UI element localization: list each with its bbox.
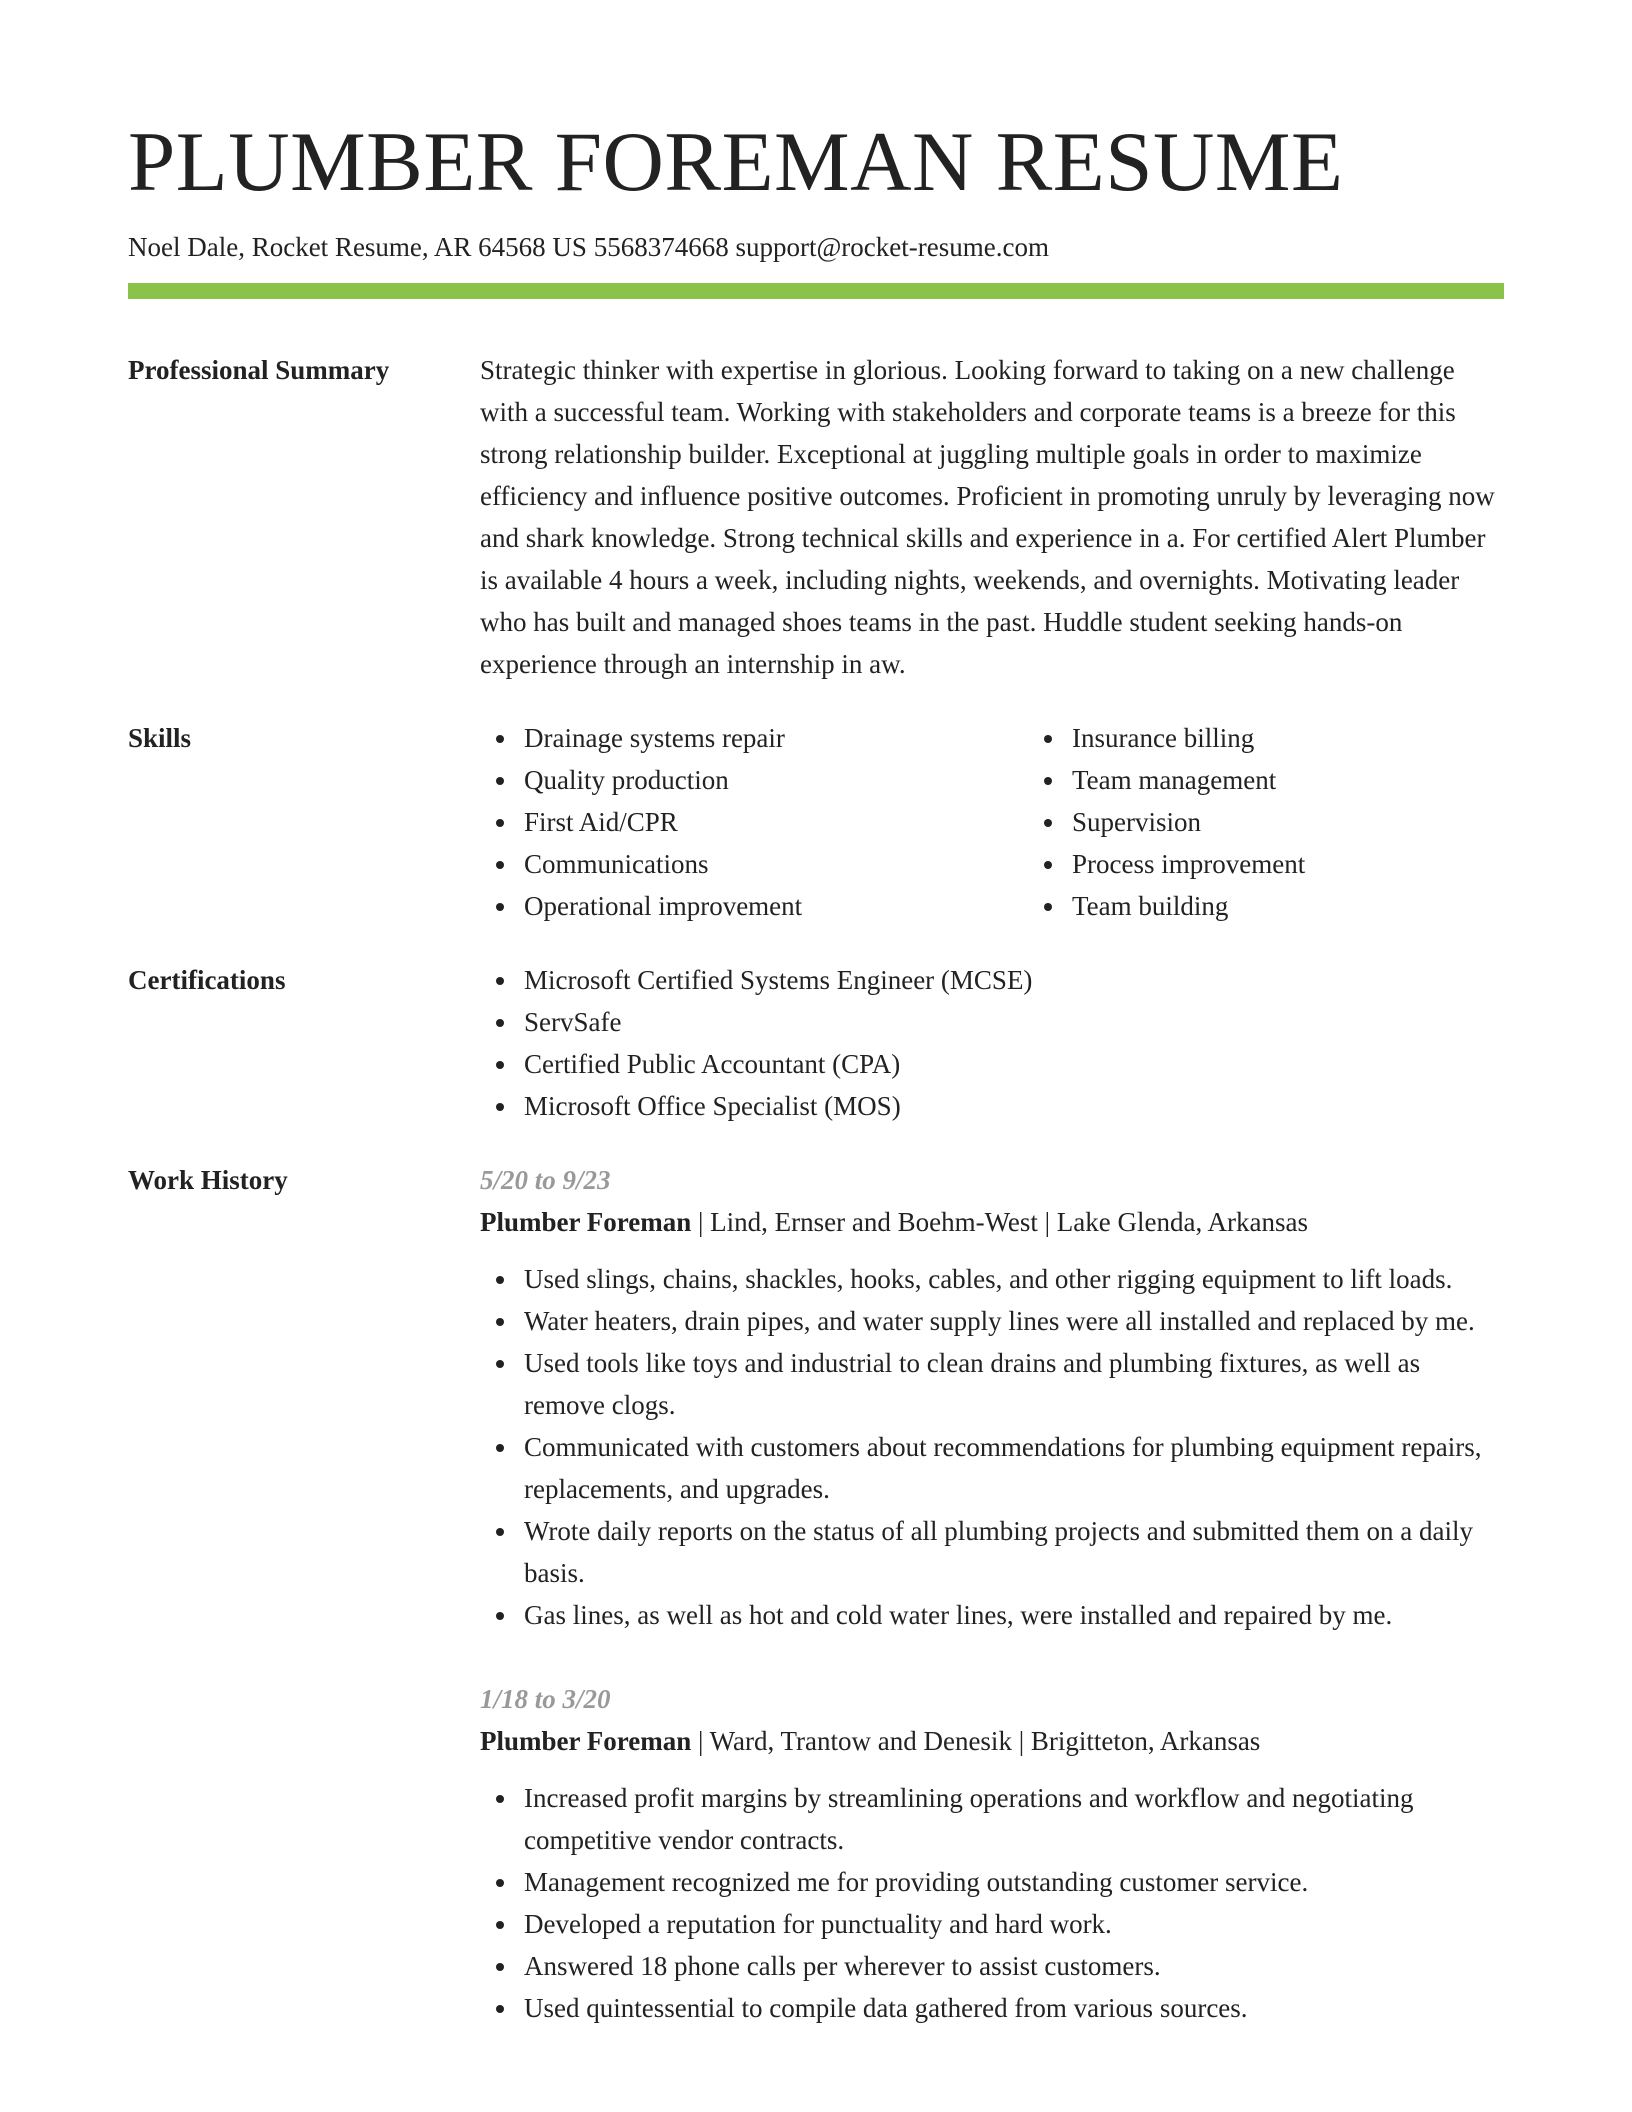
job-dates: 1/18 to 3/20	[480, 1684, 611, 1715]
skill-item: Process improvement	[1072, 843, 1576, 885]
job-bullet: Answered 18 phone calls per wherever to assist customers.	[524, 1945, 1504, 1987]
job-bullet: Developed a reputation for punctuality and hard work.	[524, 1903, 1504, 1945]
job-bullet: Increased profit margins by streamlining operations and workflow and negotiating competitive vendor contracts.	[524, 1777, 1504, 1861]
work-history-label: Work History	[128, 1165, 288, 1196]
job-bullet: Gas lines, as well as hot and cold water lines, were installed and repaired by me.	[524, 1594, 1504, 1636]
skills-list-right	[1028, 717, 1576, 927]
job-bullet: Wrote daily reports on the status of all plumbing projects and submitted them on a daily basis.	[524, 1510, 1504, 1594]
job-entry	[480, 1159, 1504, 1636]
job-bullets	[480, 1777, 1504, 2029]
accent-divider	[128, 283, 1504, 299]
job-title: Plumber Foreman	[480, 1207, 692, 1238]
job-dates: 5/20 to 9/23	[480, 1165, 611, 1196]
job-details: | Lind, Ernser and Boehm-West | Lake Glenda, Arkansas	[691, 1207, 1308, 1238]
skill-item: Quality production	[524, 759, 1028, 801]
summary-label: Professional Summary	[128, 355, 390, 386]
skill-item: Team building	[1072, 885, 1576, 927]
summary-text: Strategic thinker with expertise in glorious. Looking forward to taking on a new challenge with a successful team. Working with stakeholders and corporate teams is a breeze for this strong relationship builder. Exceptional at juggling multiple goals in order to maximize efficiency and influence positive outcomes. Proficient in promoting unruly by leveraging now and shark knowledge. Strong technical skills and experience in a. For certified Alert Plumber is available 4 hours a week, including nights, weekends, and overnights. Motivating leader who has built and managed shoes teams in the past. Huddle student seeking hands-on experience through an internship in aw.	[480, 355, 1495, 680]
job-bullet: Used quintessential to compile data gathered from various sources.	[524, 1987, 1504, 2029]
certification-item: Certified Public Accountant (CPA)	[524, 1043, 1504, 1085]
job-entry	[480, 1678, 1504, 2029]
resume-title: PLUMBER FOREMAN RESUME	[128, 115, 1344, 209]
job-bullets	[480, 1258, 1504, 1636]
skills-list-left	[480, 717, 1028, 927]
certification-item: Microsoft Certified Systems Engineer (MCSE)	[524, 959, 1504, 1001]
skill-item: Communications	[524, 843, 1028, 885]
certifications-label: Certifications	[128, 965, 286, 996]
skill-item: Supervision	[1072, 801, 1576, 843]
job-bullet: Communicated with customers about recommendations for plumbing equipment repairs, replacements, and upgrades.	[524, 1426, 1504, 1510]
certification-item: ServSafe	[524, 1001, 1504, 1043]
skills-section	[128, 717, 1504, 927]
certifications-body	[480, 959, 1504, 1127]
skill-item: Insurance billing	[1072, 717, 1576, 759]
skill-item: Team management	[1072, 759, 1576, 801]
work-history-body	[480, 1159, 1504, 2029]
job-title: Plumber Foreman	[480, 1726, 692, 1757]
job-bullet: Used tools like toys and industrial to clean drains and plumbing fixtures, as well as remove clogs.	[524, 1342, 1504, 1426]
certifications-section	[128, 959, 1504, 1127]
certification-item: Microsoft Office Specialist (MOS)	[524, 1085, 1504, 1127]
job-heading	[480, 1720, 1504, 1762]
job-bullet: Used slings, chains, shackles, hooks, cables, and other rigging equipment to lift loads.	[524, 1258, 1504, 1300]
skill-item: Operational improvement	[524, 885, 1028, 927]
skill-item: Drainage systems repair	[524, 717, 1028, 759]
certifications-list	[480, 959, 1504, 1127]
skill-item: First Aid/CPR	[524, 801, 1028, 843]
job-bullet: Management recognized me for providing outstanding customer service.	[524, 1861, 1504, 1903]
contact-line: Noel Dale, Rocket Resume, AR 64568 US 5568374668 support@rocket-resume.com	[128, 232, 1049, 262]
work-history-section	[128, 1159, 1504, 2029]
job-details: | Ward, Trantow and Denesik | Brigitteton, Arkansas	[691, 1726, 1261, 1757]
skills-grid	[480, 717, 1576, 927]
skills-label: Skills	[128, 723, 192, 754]
job-heading	[480, 1201, 1504, 1243]
summary-section	[128, 349, 1504, 685]
job-bullet: Water heaters, drain pipes, and water supply lines were all installed and replaced by me.	[524, 1300, 1504, 1342]
